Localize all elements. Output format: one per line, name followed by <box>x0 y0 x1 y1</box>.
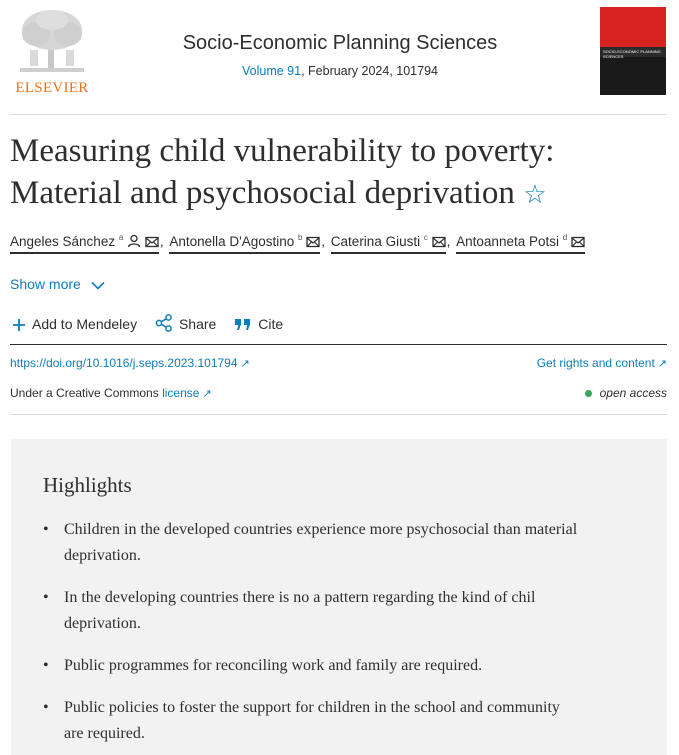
external-link-icon: ↗ <box>202 388 212 400</box>
add-to-mendeley-button[interactable] <box>12 316 137 332</box>
article-title <box>10 130 660 216</box>
journal-header <box>0 0 679 108</box>
open-access-label: open access <box>599 386 667 400</box>
elsevier-logo[interactable] <box>10 6 94 98</box>
author-name: Antoanneta Potsi <box>456 234 559 249</box>
share-button[interactable] <box>155 314 216 332</box>
author-separator: , <box>446 234 451 249</box>
author-list <box>10 234 670 254</box>
elsevier-tree-icon <box>14 6 90 74</box>
header-divider <box>10 114 667 115</box>
person-icon <box>127 234 141 248</box>
doi-text: https://doi.org/10.1016/j.seps.2023.101794 <box>10 356 238 370</box>
open-access-dot-icon <box>585 390 592 397</box>
author-affiliation: b <box>298 233 303 242</box>
author-name: Caterina Giusti <box>330 234 421 249</box>
star-icon[interactable]: ☆ <box>523 180 547 209</box>
highlights-heading: Highlights <box>43 473 132 497</box>
author-affiliation: c <box>423 233 428 242</box>
cite-button[interactable] <box>234 316 283 332</box>
author-link[interactable] <box>331 234 446 254</box>
volume-link[interactable]: Volume 91 <box>242 64 302 78</box>
article-actions <box>12 314 297 332</box>
author-separator: , <box>159 234 164 249</box>
issue-date: , February 2024, 101794 <box>301 64 438 78</box>
cite-label: Cite <box>258 316 284 332</box>
add-to-mendeley-label: Add to Mendeley <box>32 316 138 332</box>
actions-divider <box>10 344 667 345</box>
author-link[interactable] <box>10 234 159 254</box>
chevron-down-icon <box>91 281 105 290</box>
open-access-badge <box>585 386 667 400</box>
author-separator: , <box>321 234 326 249</box>
author-affiliation: d <box>562 233 568 242</box>
highlights-section <box>11 439 667 755</box>
article-title-text: Measuring child vulnerability to poverty: Material and psychosocial deprivation <box>10 133 555 211</box>
license-prefix: Under a Creative Commons <box>10 386 163 400</box>
highlight-item: • Public policies to foster the support for children in the school and community are required. <box>43 695 583 747</box>
rights-text: Get rights and content <box>536 356 655 370</box>
highlight-item: • Public programmes for reconciling work and family are required. <box>43 653 583 679</box>
license-link[interactable] <box>162 386 212 400</box>
rights-and-content-link[interactable] <box>537 356 667 370</box>
envelope-icon <box>306 236 320 248</box>
highlight-item: • Children in the developed countries experience more psychosocial than material deprivation. <box>43 517 583 569</box>
author-name: Antonella D'Agostino <box>169 234 295 249</box>
author-link[interactable] <box>456 234 585 254</box>
meta-divider <box>10 414 667 415</box>
external-link-icon: ↗ <box>657 358 667 370</box>
cover-label: SOCIO-ECONOMIC PLANNING SCIENCES <box>603 49 661 59</box>
license-link-text: license <box>162 386 200 400</box>
plus-icon <box>12 318 26 332</box>
highlight-item: • In the developing countries there is no a pattern regarding the kind of chil deprivation. <box>43 585 583 637</box>
doi-link[interactable] <box>10 356 250 370</box>
external-link-icon: ↗ <box>240 358 250 370</box>
share-label: Share <box>178 316 217 332</box>
license-info <box>10 386 212 400</box>
show-more-label: Show more <box>10 276 81 292</box>
show-more-button[interactable] <box>10 276 105 292</box>
envelope-icon <box>432 236 446 248</box>
journal-title[interactable] <box>140 32 540 55</box>
author-link[interactable] <box>169 234 320 254</box>
author-name: Angeles Sánchez <box>10 234 116 249</box>
journal-cover-image[interactable] <box>600 7 666 95</box>
journal-meta <box>140 64 540 78</box>
quote-icon <box>234 318 252 332</box>
envelope-icon <box>145 236 159 248</box>
elsevier-wordmark: ELSEVIER <box>15 80 89 96</box>
share-icon <box>155 314 173 332</box>
envelope-icon <box>571 236 585 248</box>
author-affiliation: a <box>118 233 124 242</box>
journal-title-link[interactable]: Socio-Economic Planning Sciences <box>182 32 498 54</box>
highlights-list <box>43 517 583 755</box>
